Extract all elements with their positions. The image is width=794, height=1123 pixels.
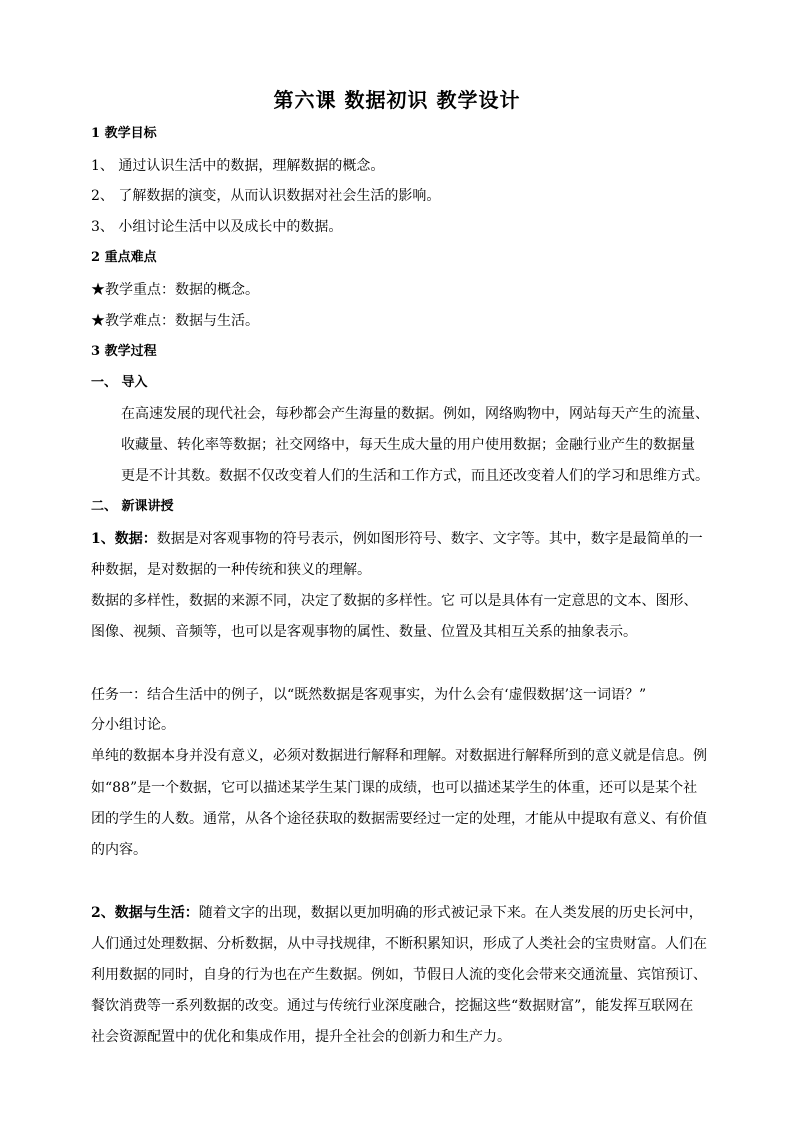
body-line: 人们通过处理数据、分析数据，从中寻找规律，不断积累知识，形成了人类社会的宝贵财富。人们在 [91,936,707,952]
data-definition-line [91,530,711,548]
data-definition-text: 数据是对客观事物的符号表示，例如图形符号、数字、文字等。其中，数字是最简单的一 [156,531,703,547]
intro-line: 在高速发展的现代社会，每秒都会产生海量的数据。例如，网络购物中，网站每天产生的流量、 [121,406,709,422]
objective-item: 3、 小组讨论生活中以及成长中的数据。 [91,219,343,235]
objective-item: 1、 通过认识生活中的数据，理解数据的概念。 [91,158,385,174]
data-life-text: 随着文字的出现，数据以更加明确的形式被记录下来。在人类发展的历史长河中， [198,905,703,921]
body-line: 如“88”是一个数据，它可以描述某学生某门课的成绩，也可以描述某学生的体重，还可以是某个社 [91,780,698,796]
new-lesson-heading: 二、 新课讲授 [91,499,174,514]
data-life-label: 2、数据与生活： [91,905,199,921]
objective-item: 2、 了解数据的演变，从而认识数据对社会生活的影响。 [91,188,441,204]
section-heading-key-points: 2 重点难点 [91,250,157,265]
body-line: 数据的多样性，数据的来源不同，决定了数据的多样性。它 可以是具体有一定意思的文本、图形、 [91,593,698,609]
page-title: 第六课 数据初识 教学设计 [273,88,521,112]
body-line: 种数据，是对数据的一种传统和狭义的理解。 [91,562,371,578]
intro-heading: 一、 导入 [91,375,148,390]
task-line: 分小组讨论。 [91,717,175,733]
intro-line: 更是不计其数。数据不仅改变着人们的生活和工作方式，而且还改变着人们的学习和思维方式。 [121,468,709,484]
body-line: 利用数据的同时，自身的行为也在产生数据。例如，节假日人流的变化会带来交通流量、宾馆预订、 [91,967,707,983]
body-line: 的内容。 [91,842,147,858]
task-line: 任务一：结合生活中的例子，以“既然数据是客观事实，为什么会有‘虚假数据’这一词语？” [91,687,647,703]
key-point-item: ★教学难点：数据与生活。 [91,313,259,329]
key-point-item: ★教学重点：数据的概念。 [91,282,259,298]
body-line: 餐饮消费等一系列数据的改变。通过与传统行业深度融合，挖掘这些“数据财富”，能发挥互联网在 [91,998,694,1014]
body-line: 单纯的数据本身并没有意义，必须对数据进行解释和理解。对数据进行解释所到的意义就是信息。例 [91,748,707,764]
body-line: 团的学生的人数。通常，从各个途径获取的数据需要经过一定的处理，才能从中提取有意义、有价值 [91,811,707,827]
section-heading-process: 3 教学过程 [91,344,157,359]
data-life-line [91,904,711,922]
intro-line: 收藏量、转化率等数据；社交网络中，每天生成大量的用户使用数据；金融行业产生的数据量 [121,437,695,453]
body-line: 社会资源配置中的优化和集成作用，提升全社会的创新力和生产力。 [91,1029,511,1045]
body-line: 图像、视频、音频等，也可以是客观事物的属性、数量、位置及其相互关系的抽象表示。 [91,624,637,640]
data-definition-label: 1、数据： [91,531,157,547]
section-heading-objectives: 1 教学目标 [91,126,157,141]
